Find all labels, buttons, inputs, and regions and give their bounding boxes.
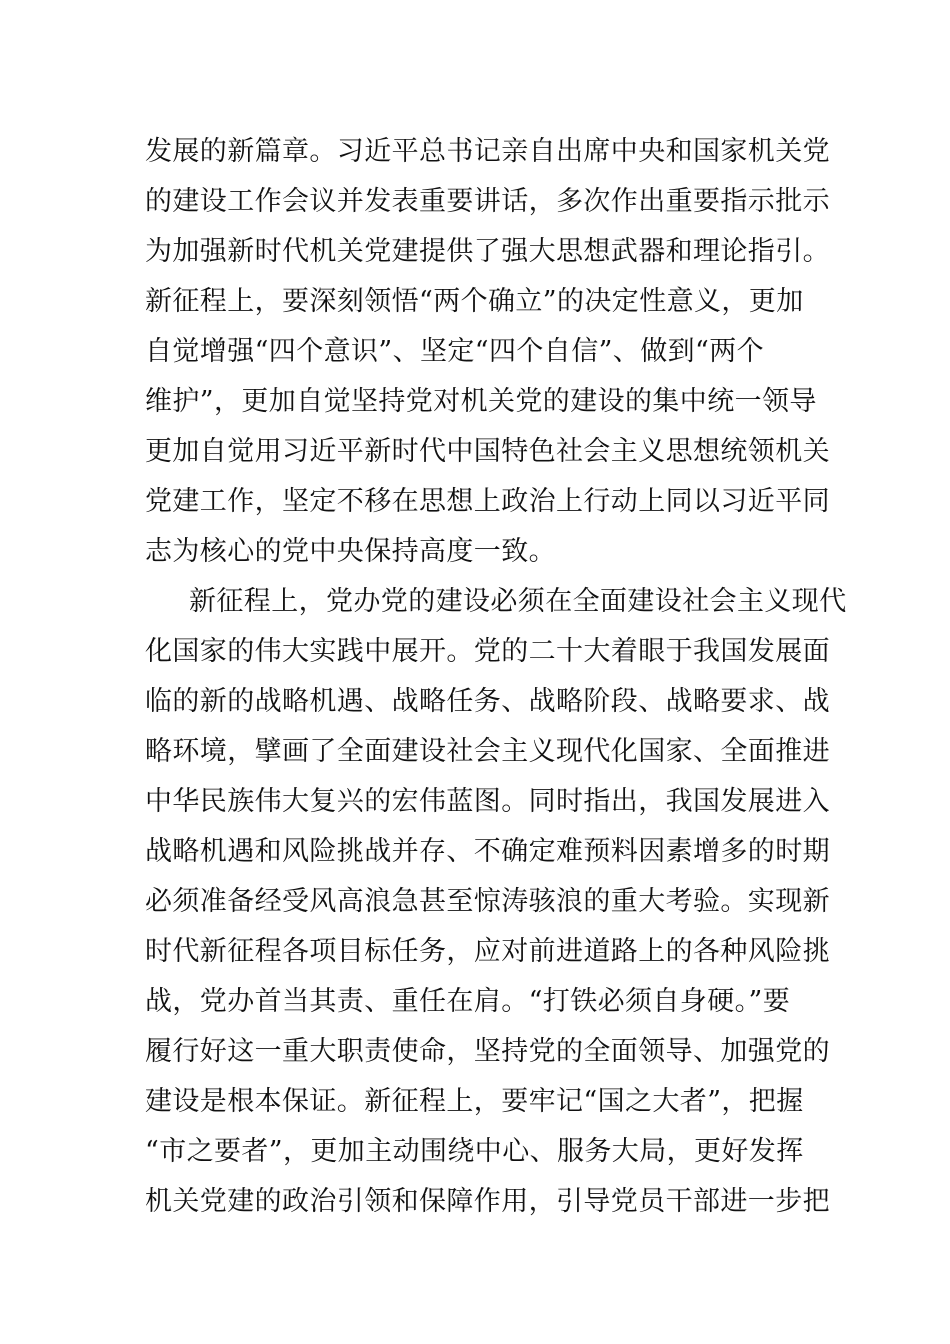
text-line: 临的新的战略机遇、战略任务、战略阶段、战略要求、战	[145, 686, 830, 717]
text-line: 党建工作，坚定不移在思想上政治上行动上同以习近平同	[145, 486, 830, 517]
text-line: 新征程上，要深刻领悟“两个确立”的决定性意义，更加	[145, 286, 804, 317]
text-line: 志为核心的党中央保持高度一致。	[145, 536, 556, 567]
text-line: 战，党办首当其责、重任在肩。“打铁必须自身硬。”要	[145, 986, 791, 1017]
text-line: 战略机遇和风险挑战并存、不确定难预料因素增多的时期	[145, 836, 830, 867]
text-line: 发展的新篇章。习近平总书记亲自出席中央和国家机关党	[145, 136, 830, 167]
text-line: 必须准备经受风高浪急甚至惊涛骇浪的重大考验。实现新	[145, 886, 830, 917]
text-line: 中华民族伟大复兴的宏伟蓝图。同时指出，我国发展进入	[145, 786, 830, 817]
text-line: 自觉增强“四个意识”、坚定“四个自信”、做到“两个	[145, 336, 765, 367]
text-line: 机关党建的政治引领和保障作用，引导党员干部进一步把	[145, 1186, 830, 1217]
text-line: 化国家的伟大实践中展开。党的二十大着眼于我国发展面	[145, 636, 830, 667]
text-line: 履行好这一重大职责使命，坚持党的全面领导、加强党的	[145, 1036, 830, 1067]
paragraph-first-line: 新征程上，党办党的建设必须在全面建设社会主义现代	[189, 586, 847, 617]
text-line: 维护”，更加自觉坚持党对机关党的建设的集中统一领导	[145, 386, 817, 417]
text-line: 略环境，擘画了全面建设社会主义现代化国家、全面推进	[145, 736, 830, 767]
text-line: 时代新征程各项目标任务，应对前进道路上的各种风险挑	[145, 936, 830, 967]
text-line: 为加强新时代机关党建提供了强大思想武器和理论指引。	[145, 236, 830, 267]
text-line: 的建设工作会议并发表重要讲话，多次作出重要指示批示	[145, 186, 830, 217]
text-line: 建设是根本保证。新征程上，要牢记“国之大者”，把握	[145, 1086, 804, 1117]
text-line: 更加自觉用习近平新时代中国特色社会主义思想统领机关	[145, 436, 830, 467]
text-line: “市之要者”，更加主动围绕中心、服务大局，更好发挥	[145, 1136, 804, 1167]
